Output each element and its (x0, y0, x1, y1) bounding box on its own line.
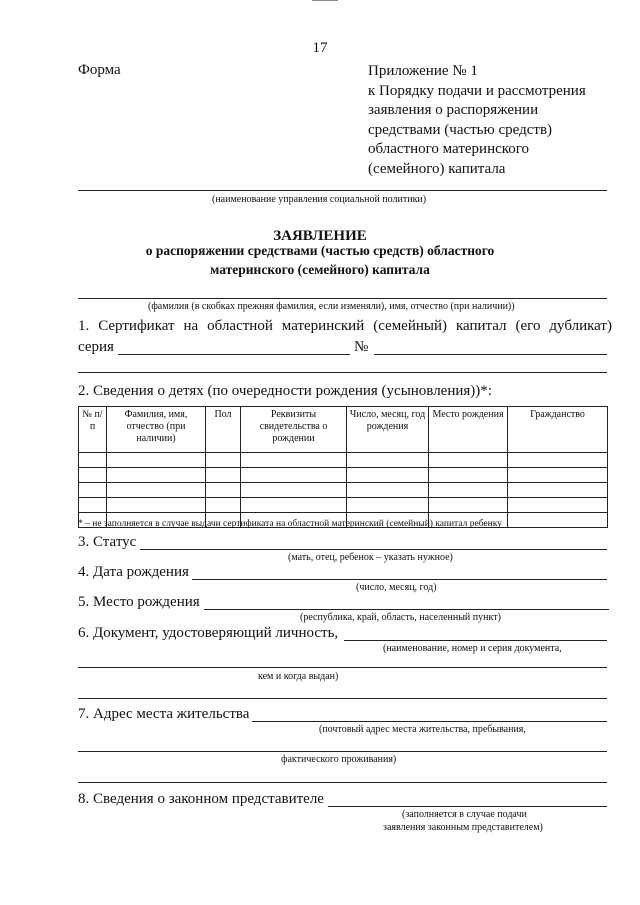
section2-title: 2. Сведения о детях (по очередности рождения (усыновления))*: (78, 383, 492, 399)
table-footnote: * – не заполняется в случае выдачи сертификата на областной материнский (семейный) капитал ребенку (78, 519, 502, 529)
children-table-body (79, 453, 608, 528)
number-label: № (354, 339, 369, 355)
children-table-header (79, 407, 608, 453)
children-table-cell[interactable] (107, 468, 206, 483)
applicant-name-caption: (фамилия (в скобках прежняя фамилия, если изменяли), имя, отчество (при наличии)) (148, 301, 515, 312)
status-field-line[interactable] (140, 549, 607, 550)
document-subtitle-line2: материнского (семейного) капитала (210, 262, 430, 277)
children-table-cell[interactable] (206, 483, 241, 498)
appendix-line: средствами (частью средств) (368, 121, 553, 138)
birth-date-caption: (число, месяц, год) (356, 582, 437, 593)
column-header-birth-place: Место рождения (429, 407, 508, 453)
appendix-block (368, 62, 608, 179)
identity-document-label: 6. Документ, удостоверяющий личность, (78, 625, 339, 641)
column-header-birth-date: Число, месяц, год рождения (347, 407, 429, 453)
children-table-cell[interactable] (347, 483, 429, 498)
children-table-cell[interactable] (429, 468, 508, 483)
children-table-cell[interactable] (107, 498, 206, 513)
children-table-cell[interactable] (79, 498, 107, 513)
column-header-sex: Пол (206, 407, 241, 453)
identity-document-field-line[interactable] (344, 640, 607, 641)
children-table-cell[interactable] (79, 453, 107, 468)
children-table-cell[interactable] (241, 453, 347, 468)
status-label: 3. Статус (78, 534, 137, 550)
identity-document-caption-2: кем и когда выдан) (258, 671, 339, 682)
children-table-cell[interactable] (508, 498, 608, 513)
address-caption-1: (почтовый адрес места жительства, пребывания, (319, 724, 526, 735)
authority-field-line[interactable] (78, 190, 607, 191)
children-table-cell[interactable] (79, 468, 107, 483)
form-label: Форма (78, 62, 121, 78)
children-table-cell[interactable] (79, 483, 107, 498)
number-field-line[interactable] (374, 354, 607, 355)
appendix-line: (семейного) капитала (368, 160, 506, 177)
children-table-cell[interactable] (429, 483, 508, 498)
address-field-line[interactable] (252, 721, 607, 722)
column-header-fio: Фамилия, имя, отчество (при наличии) (107, 407, 206, 453)
legal-representative-field-line[interactable] (328, 806, 607, 807)
address-caption-2: фактического проживания) (281, 754, 397, 765)
identity-document-caption-1: (наименование, номер и серия документа, (383, 643, 562, 654)
document-subtitle-line1: о распоряжении средствами (частью средств) областного (145, 243, 495, 258)
series-label: серия (78, 339, 114, 355)
children-table-cell[interactable] (508, 453, 608, 468)
legal-representative-label: 8. Сведения о законном представителе (78, 791, 324, 807)
children-table-cell[interactable] (206, 498, 241, 513)
document-title: ЗАЯВЛЕНИЕ (273, 228, 367, 244)
page-top-mark (312, 0, 338, 1)
children-table-row (79, 483, 608, 498)
birth-date-field-line[interactable] (192, 579, 607, 580)
children-table-cell[interactable] (241, 498, 347, 513)
birth-place-field-line[interactable] (204, 609, 609, 610)
children-table-cell[interactable] (107, 453, 206, 468)
children-table-cell[interactable] (347, 453, 429, 468)
children-table-row (79, 498, 608, 513)
identity-document-field-line-3[interactable] (78, 698, 607, 699)
column-header-citizenship: Гражданство (508, 407, 608, 453)
children-table-cell[interactable] (429, 453, 508, 468)
legal-representative-caption-2: заявления законным представителем) (383, 822, 543, 833)
birth-place-label: 5. Место рождения (78, 594, 200, 610)
children-table-row (79, 453, 608, 468)
birth-place-caption: (республика, край, область, населенный пункт) (300, 612, 501, 623)
appendix-line: заявления о распоряжении (368, 102, 539, 118)
children-table-cell[interactable] (347, 498, 429, 513)
appendix-line: областного материнского (368, 141, 530, 157)
children-table-cell[interactable] (107, 483, 206, 498)
address-field-line-2[interactable] (78, 751, 607, 752)
children-table-cell[interactable] (206, 453, 241, 468)
children-table-cell[interactable] (508, 513, 608, 528)
children-table-cell[interactable] (206, 468, 241, 483)
section1-extra-line[interactable] (78, 372, 607, 373)
children-table-cell[interactable] (241, 468, 347, 483)
children-table-row (79, 468, 608, 483)
page-number: 17 (312, 40, 328, 56)
section1-certificate-text: 1. Сертификат на областной материнский (семейный) капитал (его дубликат) (78, 318, 612, 334)
children-table-cell[interactable] (508, 483, 608, 498)
birth-date-label: 4. Дата рождения (78, 564, 189, 580)
column-header-number: № п/п (79, 407, 107, 453)
status-caption: (мать, отец, ребенок – указать нужное) (288, 552, 453, 563)
appendix-line: Приложение № 1 (368, 63, 478, 79)
children-table (78, 406, 608, 528)
children-table-cell[interactable] (241, 483, 347, 498)
applicant-name-field-line[interactable] (78, 298, 607, 299)
address-field-line-3[interactable] (78, 782, 607, 783)
identity-document-field-line-2[interactable] (78, 667, 607, 668)
column-header-birth-certificate: Реквизиты свидетельства о рождении (241, 407, 347, 453)
authority-caption: (наименование управления социальной политики) (212, 194, 427, 205)
children-table-cell[interactable] (429, 498, 508, 513)
children-table-cell[interactable] (347, 468, 429, 483)
address-label: 7. Адрес места жительства (78, 706, 250, 722)
legal-representative-caption-1: (заполняется в случае подачи (402, 809, 527, 820)
children-table-cell[interactable] (508, 468, 608, 483)
series-field-line[interactable] (118, 354, 350, 355)
appendix-line: к Порядку подачи и рассмотрения (368, 82, 586, 99)
